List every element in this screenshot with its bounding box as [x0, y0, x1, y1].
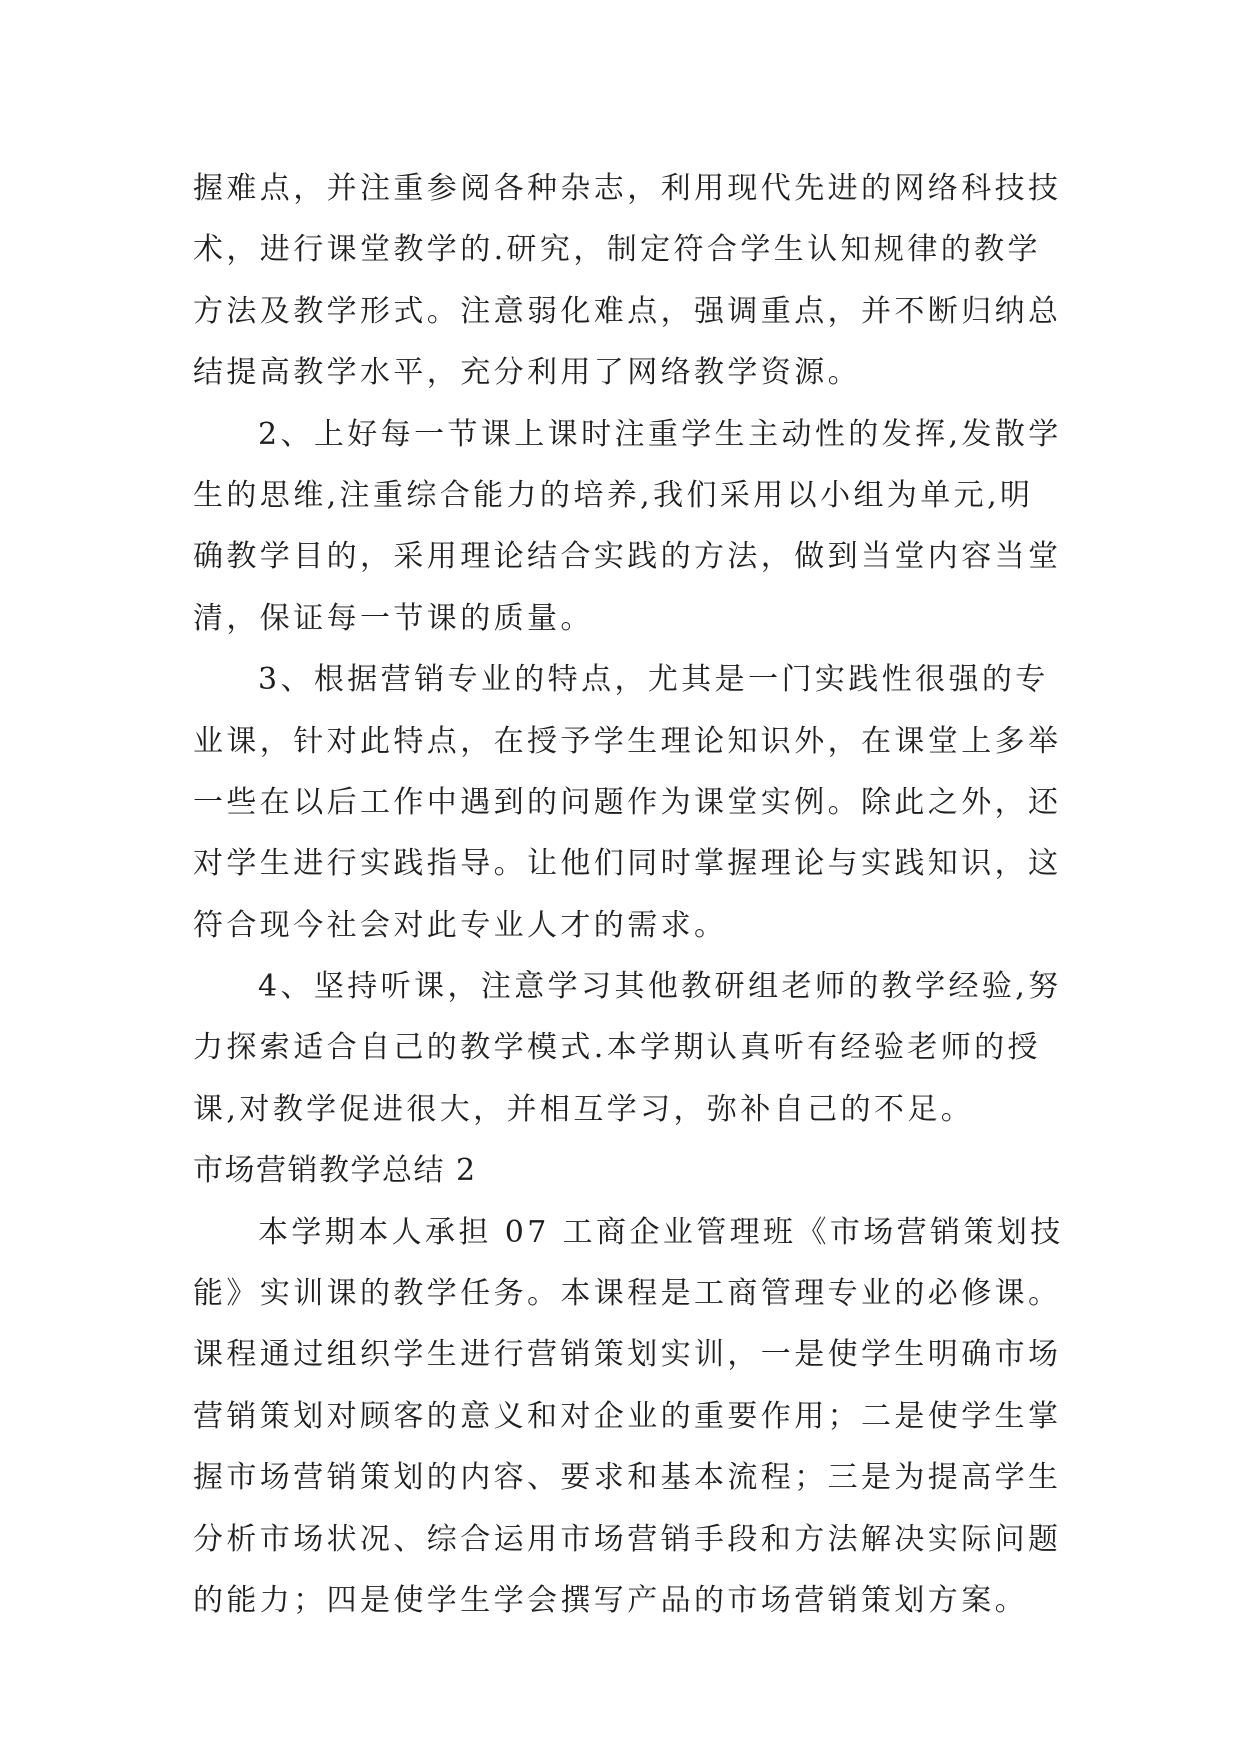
section-heading: 市场营销教学总结 2	[193, 1153, 477, 1189]
document-body	[193, 158, 1064, 1631]
text-line: 课程通过组织学生进行营销策划实训，一是使学生明确市场	[193, 1337, 1062, 1373]
text-line: 符合现今社会对此专业人才的需求。	[193, 907, 728, 943]
text-line: 4、坚持听课，注意学习其他教研组老师的教学经验,努	[258, 969, 1062, 1005]
text-line: 对学生进行实践指导。让他们同时掌握理论与实践知识，这	[193, 846, 1062, 882]
text-line: 能》实训课的教学任务。本课程是工商管理专业的必修课。	[193, 1276, 1062, 1312]
text-line: 的能力；四是使学生学会撰写产品的市场营销策划方案。	[193, 1582, 1028, 1618]
text-line: 生的思维,注重综合能力的培养,我们采用以小组为单元,明	[193, 477, 1034, 513]
text-line: 本学期本人承担 07 工商企业管理班《市场营销策划技	[258, 1214, 1064, 1250]
text-line: 一些在以后工作中遇到的问题作为课堂实例。除此之外，还	[193, 784, 1062, 820]
text-line: 术，进行课堂教学的.研究，制定符合学生认知规律的教学	[193, 232, 1041, 268]
text-line: 握难点，并注重参阅各种杂志，利用现代先进的网络科技技	[193, 171, 1062, 206]
text-line: 课,对教学促进很大，并相互学习，弥补自己的不足。	[193, 1091, 975, 1127]
text-line: 营销策划对顾客的意义和对企业的重要作用；二是使学生掌	[193, 1398, 1062, 1434]
text-line: 方法及教学形式。注意弱化难点，强调重点，并不断归纳总	[193, 293, 1062, 329]
text-line: 业课，针对此特点，在授予学生理论知识外，在课堂上多举	[193, 723, 1062, 759]
text-line: 结提高教学水平，充分利用了网络教学资源。	[193, 355, 861, 391]
text-line: 确教学目的，采用理论结合实践的方法，做到当堂内容当堂	[193, 539, 1062, 575]
text-line: 2、上好每一节课上课时注重学生主动性的发挥,发散学	[258, 416, 1062, 452]
text-line: 清，保证每一节课的质量。	[193, 600, 594, 636]
text-line: 握市场营销策划的内容、要求和基本流程；三是为提高学生	[193, 1460, 1062, 1496]
text-line: 力探索适合自己的教学模式.本学期认真听有经验老师的授	[193, 1030, 1041, 1066]
text-line: 分析市场状况、综合运用市场营销手段和方法解决实际问题	[193, 1521, 1062, 1557]
text-line: 3、根据营销专业的特点，尤其是一门实践性很强的专	[258, 662, 1049, 698]
